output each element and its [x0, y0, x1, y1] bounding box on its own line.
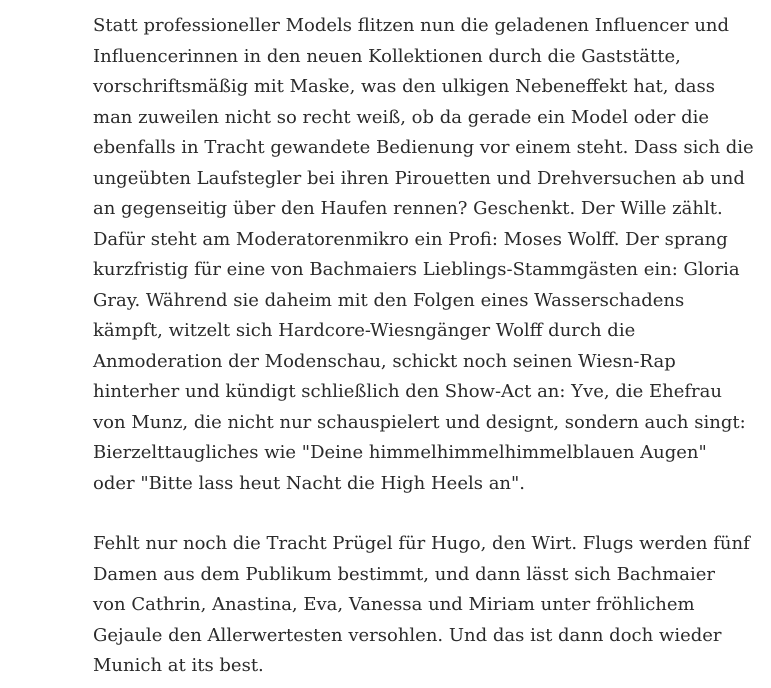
- paragraph-line: man zuweilen nicht so recht weiß, ob da gerade ein Model oder die: [93, 106, 710, 128]
- paragraph-line: hinterher und kündigt schließlich den Show-Act an: Yve, die Ehefrau: [93, 381, 722, 402]
- paragraph-line: Bierzelttaugliches wie "Deine himmelhimmelhimmelblauen Augen": [93, 442, 707, 463]
- paragraph-line: Gejaule den Allerwertesten versohlen. Und das ist dann doch wieder: [93, 624, 722, 646]
- paragraph-line: Dafür steht am Moderatorenmikro ein Profi: Moses Wolff. Der sprang: [93, 228, 728, 250]
- paragraph-1: [93, 11, 754, 499]
- paragraph-line: vorschriftsmäßig mit Maske, was den ulkigen Nebeneffekt hat, dass: [93, 76, 715, 97]
- paragraph-line: Munich at its best.: [93, 655, 264, 676]
- paragraph-line: ebenfalls in Tracht gewandete Bedienung vor einem steht. Dass sich die: [93, 137, 754, 158]
- paragraph-line: oder "Bitte lass heut Nacht die High Heels an".: [93, 472, 526, 494]
- paragraph-line: Influencerinnen in den neuen Kollektionen durch die Gaststätte,: [93, 45, 681, 67]
- paragraph-line: Anmoderation der Modenschau, schickt noch seinen Wiesn-Rap: [93, 350, 676, 372]
- paragraph-line: von Cathrin, Anastina, Eva, Vanessa und Miriam unter fröhlichem: [93, 594, 695, 615]
- paragraph-line: ungeübten Laufstegler bei ihren Pirouetten und Drehversuchen ab und: [93, 167, 745, 189]
- paragraph-line: Statt professioneller Models flitzen nun die geladenen Influencer und: [93, 15, 730, 36]
- paragraph-line: Gray. Während sie daheim mit den Folgen eines Wasserschadens: [93, 289, 685, 311]
- paragraph-2: [93, 529, 750, 682]
- paragraph-line: von Munz, die nicht nur schauspielert und designt, sondern auch singt:: [93, 411, 746, 433]
- paragraph-line: Fehlt nur noch die Tracht Prügel für Hugo, den Wirt. Flugs werden fünf: [93, 533, 750, 554]
- article-body: [93, 11, 754, 682]
- paragraph-line: kurzfristig für eine von Bachmaiers Lieblings-Stammgästen ein: Gloria: [93, 259, 740, 280]
- paragraph-line: Damen aus dem Publikum bestimmt, und dann lässt sich Bachmaier: [93, 563, 716, 585]
- paragraph-line: kämpft, witzelt sich Hardcore-Wiesngänger Wolff durch die: [93, 320, 636, 341]
- paragraph-line: an gegenseitig über den Haufen rennen? Geschenkt. Der Wille zählt.: [93, 198, 723, 219]
